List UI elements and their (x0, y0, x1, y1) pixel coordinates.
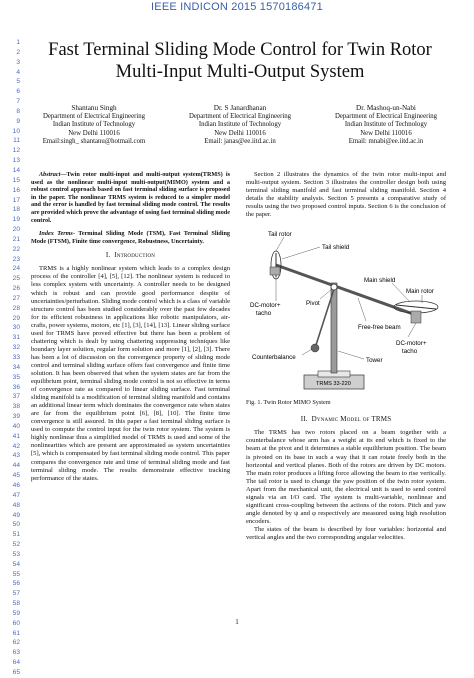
line-number: 36 (12, 383, 20, 391)
line-number: 56 (12, 580, 20, 588)
line-number: 47 (12, 491, 20, 499)
line-number: 34 (12, 363, 20, 371)
line-number: 32 (12, 344, 20, 352)
line-number: 65 (12, 669, 20, 676)
tail-motor (270, 267, 280, 275)
line-number: 35 (12, 373, 20, 381)
line-number: 22 (12, 245, 20, 253)
line-number: 23 (12, 255, 20, 263)
page-number: 1 (235, 618, 239, 626)
line-number: 39 (12, 413, 20, 421)
line-number: 8 (16, 107, 20, 115)
line-number: 1 (16, 39, 20, 46)
line-number: 62 (12, 639, 20, 647)
dynamics-paragraph: The TRMS has two rotors placed on a beam together with a counterbalance whose arm has a weight at its end which is fixed to the beam at the pivot and it determines a stable equilibrium position. The beam is pivoted on its base in such a way that it can rotate freely both in the horizontal and vertical planes. Both of the rotors are driven by DC motors. The main rotor produces a lifting force allowing the beam to rise vertically. The tail rotor is used to change the yaw position of the twin rotor system. Apart from the mechanical unit, the electrical unit is used to send control signals via an I/O card. The system is multi-variable, nonlinear and significant cross-coupling between the actions of the rotors. Pitch and yaw angle denoted by ψ and φ respectively are measured using high resolution encoders. (246, 429, 446, 525)
introduction-paragraph: TRMS is a highly nonlinear system which leads to a complex design process of the controller [4], [5], [12]. The nonlinear system is reduced to less complex system with uncertainty. A controller needs to be designed which is robust and can provide good performance despite of uncertainties/perturbation. Sliding mode control which is a class of variable structure control has been studied considerably over the past few decades for its efficient robustness in applications like robotic manipulators, air-crafts, power systems, motors, etc [1], [3], [14], [13]. Linear sliding surface used for TRMS have proved effective but there has been a problem of chattering which is dealt by using chattering suppressing techniques like boundary layer solution, regular form solution and more [1], [2], [3]. There has been a lot of discussion on the convergence property of sliding mode control and terminal sliding surface offers fast convergence and finite time solution. It has been observed that when the system states are far from the equilibrium point, terminal sliding mode control is not so effective in terms of convergence rate as compared to linear sliding surface. Fast terminal sliding manifold is a modification of terminal sliding manifold and contains an additional linear term which dominates the convergence rate when states are far from the equilibrium point [6], [8], [10]. The finite time convergence is still assured. In this paper a fast terminal sliding surface is used to compute the control input for the twin rotor system. The system is highly nonlinear thus a simplified model of TRMS is used and some of the nonlinearities which are present are approximated as system uncertainties [5], which is compensated by fast terminal sliding mode control. This paper compares the convergence rate and time of terminal sliding mode and fast terminal sliding mode. The results demonstrate effective tracking performance of the states. (31, 265, 230, 482)
section-number: I. (105, 251, 111, 260)
label-trms-model: TRMS 33-220 (316, 381, 351, 388)
line-number: 37 (12, 393, 20, 401)
line-number: 31 (12, 334, 20, 342)
line-number: 28 (12, 304, 20, 312)
line-number: 30 (12, 324, 20, 332)
line-number: 27 (12, 294, 20, 302)
title-line-2: Multi-Input Multi-Output System (115, 62, 365, 82)
line-number: 20 (12, 226, 20, 234)
label-dc-motor-left: DC-motor+ (250, 302, 281, 310)
author-email: Email: mnabi@ee.iitd.ac.in (348, 138, 424, 146)
line-number: 54 (12, 560, 20, 568)
label-tower: Tower (366, 357, 383, 365)
conference-banner: IEEE INDICON 2015 1570186471 (151, 1, 323, 13)
line-number: 55 (12, 570, 20, 578)
line-number: 63 (12, 649, 20, 657)
label-dc-motor-right: DC-motor+ (396, 340, 427, 348)
line-number: 33 (12, 354, 20, 361)
label-pivot: Pivot (306, 300, 320, 308)
author-2 (170, 104, 310, 147)
label-free-free-beam: Free-free beam (358, 324, 401, 332)
section-heading-introduction (31, 251, 230, 259)
line-number: 9 (16, 117, 20, 125)
line-number: 5 (16, 78, 20, 86)
line-number: 59 (12, 609, 20, 617)
line-number: 57 (12, 590, 20, 598)
line-number: 10 (12, 127, 20, 135)
line-number: 21 (12, 235, 20, 243)
line-number: 60 (12, 619, 20, 627)
line-number: 2 (16, 48, 20, 56)
line-number: 42 (12, 442, 20, 450)
line-number: 24 (12, 265, 20, 273)
figure-caption: Fig. 1. Twin Rotor MIMO System (246, 399, 331, 407)
line-number: 16 (12, 186, 20, 194)
author-1 (24, 104, 164, 147)
author-city: New Delhi 110016 (214, 129, 266, 137)
label-tacho-left: tacho (256, 310, 272, 318)
author-block (24, 104, 456, 147)
author-email: Email:singh_ shantanu@hotmail.com (42, 138, 146, 146)
line-number: 6 (16, 88, 20, 96)
author-name: Dr. Mashoq-un-Nabi (356, 104, 416, 112)
line-number: 50 (12, 521, 20, 529)
section-number: II. (300, 415, 308, 424)
counterbalance-weight (311, 344, 319, 352)
line-number: 46 (12, 481, 20, 489)
line-number: 64 (12, 659, 20, 667)
title-line-1: Fast Terminal Sliding Mode Control for Twin Rotor (48, 40, 432, 60)
index-terms-text: - Terminal Sliding Mode (TSM), Fast Terminal Sliding Mode (FTSM), Finite time convergence, Robustness, Uncertainty. (31, 230, 230, 245)
line-number: 26 (12, 285, 20, 293)
line-number: 49 (12, 511, 20, 519)
index-terms (31, 230, 230, 245)
label-tacho-right: tacho (402, 348, 418, 356)
line-number: 7 (16, 98, 20, 106)
author-email: Email: janas@ee.iitd.ac.in (204, 138, 276, 146)
section-heading-dynamic-model (246, 415, 446, 423)
author-3 (316, 104, 456, 147)
line-number: 43 (12, 452, 20, 460)
line-number: 52 (12, 541, 20, 549)
label-tail-shield: Tail shield (322, 244, 350, 252)
label-counterbalance: Counterbalance (252, 354, 296, 362)
main-motor (411, 311, 421, 323)
author-dept: Department of Electrical Engineering (334, 112, 438, 120)
line-number: 12 (12, 147, 20, 155)
line-numbers (4, 38, 20, 678)
states-paragraph: The states of the beam is described by four variables: horizontal and vertical angles and the two corresponding angular velocities. (246, 525, 446, 541)
line-number: 41 (12, 432, 20, 440)
line-number: 25 (12, 275, 20, 283)
author-inst: Indian Institute of Technology (198, 121, 282, 129)
line-number: 38 (12, 403, 20, 411)
line-number: 53 (12, 550, 20, 558)
author-inst: Indian Institute of Technology (344, 121, 428, 129)
abstract-label: Abstract (39, 171, 61, 178)
figure-trms (246, 225, 446, 395)
line-number: 44 (12, 462, 20, 470)
abstract (31, 171, 230, 224)
line-number: 13 (12, 157, 20, 165)
line-number: 17 (12, 196, 20, 204)
line-number: 19 (12, 216, 20, 224)
line-number: 45 (12, 472, 20, 480)
author-dept: Department of Electrical Engineering (42, 112, 146, 120)
line-number: 11 (13, 137, 20, 145)
section-title: Dynamic Model of TRMS (311, 415, 392, 424)
section-overview-paragraph: Section 2 illustrates the dynamics of the twin rotor multi-input and multi-output system. Section 3 illustrates the controller design both using terminal sliding manifold and fast terminal sliding manifold. Section 4 details the stability analysis. Section 5 presents a comparative study of results using the two proposed control inputs. Section 6 is the conclusion of the paper. (246, 171, 446, 219)
right-column (246, 171, 446, 542)
line-number: 51 (12, 531, 20, 539)
label-tail-rotor: Tail rotor (268, 231, 292, 239)
line-number: 15 (12, 176, 20, 184)
trms-diagram (246, 225, 446, 395)
line-number: 61 (12, 629, 20, 637)
section-title: Introduction (114, 251, 156, 260)
author-inst: Indian Institute of Technology (52, 121, 136, 129)
label-main-rotor: Main rotor (406, 288, 434, 296)
line-number: 4 (16, 68, 20, 76)
line-number: 48 (12, 501, 20, 509)
main-rotor (396, 305, 436, 309)
line-number: 40 (12, 422, 20, 430)
paper-title (24, 39, 456, 83)
line-number: 29 (12, 314, 20, 322)
left-column (31, 171, 230, 483)
author-city: New Delhi 110016 (68, 129, 120, 137)
index-terms-label: Index Terms (39, 230, 73, 238)
author-name: Shantanu Singh (71, 104, 117, 112)
free-free-beam (276, 265, 416, 315)
line-number: 3 (16, 58, 20, 66)
line-number: 14 (12, 166, 20, 174)
line-number: 58 (12, 600, 20, 608)
label-main-shield: Main shield (364, 277, 396, 285)
line-number: 18 (12, 206, 20, 214)
author-dept: Department of Electrical Engineering (188, 112, 292, 120)
author-city: New Delhi 110016 (360, 129, 412, 137)
abstract-text: —Twin rotor multi-input and multi-output system(TRMS) is used as the nonlinear multi-input multi-output(MIMO) system and a robust control approach based on fast terminal sliding surface is proposed in the paper. The nonlinear TRMS system is reduced to a simpler model and the error is handled by fast terminal sliding mode control. The results are provided which prove the advantage of using fast terminal sliding mode control. (31, 171, 230, 224)
author-name: Dr. S Janardhanan (213, 104, 267, 112)
